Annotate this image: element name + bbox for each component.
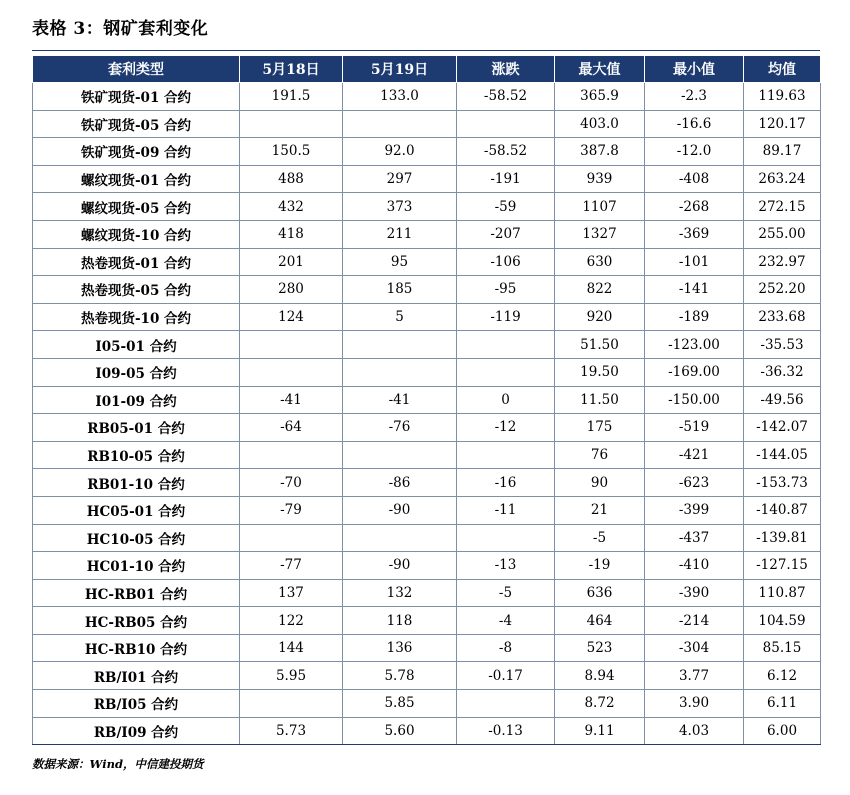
cell-mean: 89.17: [744, 138, 821, 166]
cell-may19: 118: [343, 607, 457, 635]
cell-max: 19.50: [555, 358, 645, 386]
cell-max: 939: [555, 165, 645, 193]
cell-min: 3.90: [645, 690, 744, 718]
cell-may19: -90: [343, 496, 457, 524]
data-source-note: 数据来源：Wind，中信建投期货: [32, 757, 204, 771]
cell-change: -58.52: [457, 83, 555, 111]
cell-change: -0.13: [457, 717, 555, 745]
cell-may18: [240, 110, 343, 138]
cell-min: -437: [645, 524, 744, 552]
cell-min: -150.00: [645, 386, 744, 414]
cell-may18: 280: [240, 276, 343, 304]
cell-min: -390: [645, 579, 744, 607]
cell-may19: 5: [343, 303, 457, 331]
cell-may18: 144: [240, 634, 343, 662]
cell-type: RB10-05 合约: [33, 441, 240, 469]
cell-mean: 104.59: [744, 607, 821, 635]
cell-may19: 132: [343, 579, 457, 607]
cell-may18: -41: [240, 386, 343, 414]
cell-mean: -144.05: [744, 441, 821, 469]
cell-max: 1327: [555, 220, 645, 248]
cell-mean: 255.00: [744, 220, 821, 248]
cell-change: -4: [457, 607, 555, 635]
cell-max: 21: [555, 496, 645, 524]
cell-mean: 6.12: [744, 662, 821, 690]
column-header-type: 套利类型: [33, 56, 240, 83]
cell-max: 387.8: [555, 138, 645, 166]
table-row: [33, 524, 821, 552]
cell-min: -408: [645, 165, 744, 193]
column-header-mean: 均值: [744, 56, 821, 83]
cell-max: 1107: [555, 193, 645, 221]
table-row: [33, 469, 821, 497]
cell-type: HC10-05 合约: [33, 524, 240, 552]
arbitrage-table: [32, 55, 821, 745]
table-row: [33, 165, 821, 193]
cell-may19: 95: [343, 248, 457, 276]
cell-max: -5: [555, 524, 645, 552]
cell-change: -11: [457, 496, 555, 524]
cell-type: 铁矿现货-01 合约: [33, 83, 240, 111]
cell-type: 螺纹现货-10 合约: [33, 220, 240, 248]
cell-change: [457, 690, 555, 718]
cell-type: 铁矿现货-09 合约: [33, 138, 240, 166]
cell-type: RB/I01 合约: [33, 662, 240, 690]
cell-may19: [343, 524, 457, 552]
cell-mean: 272.15: [744, 193, 821, 221]
cell-max: 523: [555, 634, 645, 662]
cell-mean: -142.07: [744, 414, 821, 442]
cell-may18: [240, 331, 343, 359]
table-row: [33, 717, 821, 745]
table-row: [33, 662, 821, 690]
cell-may19: 185: [343, 276, 457, 304]
cell-type: RB/I09 合约: [33, 717, 240, 745]
cell-may19: [343, 441, 457, 469]
cell-may18: -79: [240, 496, 343, 524]
table-row: [33, 414, 821, 442]
cell-min: -189: [645, 303, 744, 331]
cell-max: 11.50: [555, 386, 645, 414]
cell-change: [457, 441, 555, 469]
caption-divider: [32, 50, 820, 51]
cell-mean: -140.87: [744, 496, 821, 524]
cell-min: -519: [645, 414, 744, 442]
cell-min: -12.0: [645, 138, 744, 166]
cell-min: 3.77: [645, 662, 744, 690]
table-row: [33, 110, 821, 138]
cell-may18: 418: [240, 220, 343, 248]
cell-min: -399: [645, 496, 744, 524]
cell-may19: 5.85: [343, 690, 457, 718]
table-row: [33, 690, 821, 718]
cell-max: 464: [555, 607, 645, 635]
column-header-may19: 5月19日: [343, 56, 457, 83]
cell-min: 4.03: [645, 717, 744, 745]
table-row: [33, 386, 821, 414]
cell-max: 636: [555, 579, 645, 607]
cell-type: HC05-01 合约: [33, 496, 240, 524]
cell-min: -123.00: [645, 331, 744, 359]
table-row: [33, 552, 821, 580]
cell-mean: 263.24: [744, 165, 821, 193]
cell-mean: 110.87: [744, 579, 821, 607]
cell-max: 403.0: [555, 110, 645, 138]
cell-may19: 211: [343, 220, 457, 248]
cell-max: -19: [555, 552, 645, 580]
cell-change: [457, 110, 555, 138]
cell-mean: -139.81: [744, 524, 821, 552]
cell-mean: 233.68: [744, 303, 821, 331]
cell-min: -369: [645, 220, 744, 248]
cell-may19: -76: [343, 414, 457, 442]
cell-type: 热卷现货-05 合约: [33, 276, 240, 304]
cell-may18: 122: [240, 607, 343, 635]
cell-change: -58.52: [457, 138, 555, 166]
column-header-min: 最小值: [645, 56, 744, 83]
cell-max: 822: [555, 276, 645, 304]
cell-mean: -35.53: [744, 331, 821, 359]
cell-type: RB01-10 合约: [33, 469, 240, 497]
cell-may18: [240, 524, 343, 552]
table-row: [33, 138, 821, 166]
cell-may19: 133.0: [343, 83, 457, 111]
table-row: [33, 634, 821, 662]
cell-max: 630: [555, 248, 645, 276]
cell-mean: 85.15: [744, 634, 821, 662]
cell-may19: 92.0: [343, 138, 457, 166]
table-row: [33, 193, 821, 221]
cell-may19: 373: [343, 193, 457, 221]
cell-may18: 150.5: [240, 138, 343, 166]
cell-may18: 488: [240, 165, 343, 193]
cell-may18: -77: [240, 552, 343, 580]
cell-max: 175: [555, 414, 645, 442]
table-row: [33, 248, 821, 276]
cell-max: 76: [555, 441, 645, 469]
column-header-max: 最大值: [555, 56, 645, 83]
cell-may18: 137: [240, 579, 343, 607]
cell-type: 热卷现货-10 合约: [33, 303, 240, 331]
cell-change: -106: [457, 248, 555, 276]
cell-change: -13: [457, 552, 555, 580]
cell-may18: [240, 690, 343, 718]
cell-min: -304: [645, 634, 744, 662]
cell-type: I01-09 合约: [33, 386, 240, 414]
cell-type: 热卷现货-01 合约: [33, 248, 240, 276]
cell-min: -169.00: [645, 358, 744, 386]
cell-type: 螺纹现货-05 合约: [33, 193, 240, 221]
cell-max: 920: [555, 303, 645, 331]
cell-change: -16: [457, 469, 555, 497]
cell-max: 9.11: [555, 717, 645, 745]
cell-change: -59: [457, 193, 555, 221]
table-row: [33, 607, 821, 635]
cell-type: 螺纹现货-01 合约: [33, 165, 240, 193]
table-row: [33, 276, 821, 304]
cell-type: HC-RB10 合约: [33, 634, 240, 662]
cell-mean: 120.17: [744, 110, 821, 138]
cell-type: RB05-01 合约: [33, 414, 240, 442]
cell-may19: 5.78: [343, 662, 457, 690]
cell-type: HC01-10 合约: [33, 552, 240, 580]
cell-min: -141: [645, 276, 744, 304]
table-caption: 表格 3：钢矿套利变化: [32, 19, 209, 39]
table-row: [33, 441, 821, 469]
cell-min: -101: [645, 248, 744, 276]
cell-change: [457, 524, 555, 552]
cell-type: HC-RB01 合约: [33, 579, 240, 607]
cell-may19: 136: [343, 634, 457, 662]
cell-may19: [343, 358, 457, 386]
cell-may18: [240, 358, 343, 386]
cell-max: 90: [555, 469, 645, 497]
cell-change: -12: [457, 414, 555, 442]
cell-may19: [343, 331, 457, 359]
cell-type: RB/I05 合约: [33, 690, 240, 718]
table-row: [33, 358, 821, 386]
table-row: [33, 496, 821, 524]
table-header-row: [33, 56, 821, 83]
cell-change: [457, 331, 555, 359]
cell-change: -5: [457, 579, 555, 607]
cell-change: -191: [457, 165, 555, 193]
cell-change: -119: [457, 303, 555, 331]
table-row: [33, 220, 821, 248]
cell-change: -95: [457, 276, 555, 304]
table-body: [33, 83, 821, 745]
cell-max: 51.50: [555, 331, 645, 359]
cell-may18: [240, 441, 343, 469]
cell-min: -2.3: [645, 83, 744, 111]
cell-may19: -90: [343, 552, 457, 580]
table-row: [33, 303, 821, 331]
cell-change: -0.17: [457, 662, 555, 690]
cell-type: HC-RB05 合约: [33, 607, 240, 635]
cell-type: 铁矿现货-05 合约: [33, 110, 240, 138]
cell-min: -16.6: [645, 110, 744, 138]
cell-mean: 6.11: [744, 690, 821, 718]
cell-may18: 432: [240, 193, 343, 221]
cell-min: -410: [645, 552, 744, 580]
table-row: [33, 83, 821, 111]
cell-mean: 252.20: [744, 276, 821, 304]
cell-change: [457, 358, 555, 386]
cell-change: -207: [457, 220, 555, 248]
cell-min: -268: [645, 193, 744, 221]
cell-max: 8.94: [555, 662, 645, 690]
cell-may19: 5.60: [343, 717, 457, 745]
table-row: [33, 331, 821, 359]
cell-may18: -64: [240, 414, 343, 442]
cell-may18: 201: [240, 248, 343, 276]
cell-mean: 232.97: [744, 248, 821, 276]
cell-may19: -86: [343, 469, 457, 497]
cell-mean: -153.73: [744, 469, 821, 497]
cell-may19: 297: [343, 165, 457, 193]
cell-may18: 191.5: [240, 83, 343, 111]
cell-min: -421: [645, 441, 744, 469]
cell-max: 365.9: [555, 83, 645, 111]
cell-may18: -70: [240, 469, 343, 497]
cell-may18: 124: [240, 303, 343, 331]
cell-mean: 119.63: [744, 83, 821, 111]
cell-change: 0: [457, 386, 555, 414]
cell-mean: -127.15: [744, 552, 821, 580]
cell-may18: 5.95: [240, 662, 343, 690]
column-header-change: 涨跌: [457, 56, 555, 83]
cell-type: I09-05 合约: [33, 358, 240, 386]
cell-mean: -36.32: [744, 358, 821, 386]
cell-type: I05-01 合约: [33, 331, 240, 359]
table-row: [33, 579, 821, 607]
cell-min: -214: [645, 607, 744, 635]
cell-may18: 5.73: [240, 717, 343, 745]
cell-mean: -49.56: [744, 386, 821, 414]
cell-min: -623: [645, 469, 744, 497]
cell-may19: [343, 110, 457, 138]
column-header-may18: 5月18日: [240, 56, 343, 83]
cell-mean: 6.00: [744, 717, 821, 745]
cell-may19: -41: [343, 386, 457, 414]
cell-max: 8.72: [555, 690, 645, 718]
cell-change: -8: [457, 634, 555, 662]
